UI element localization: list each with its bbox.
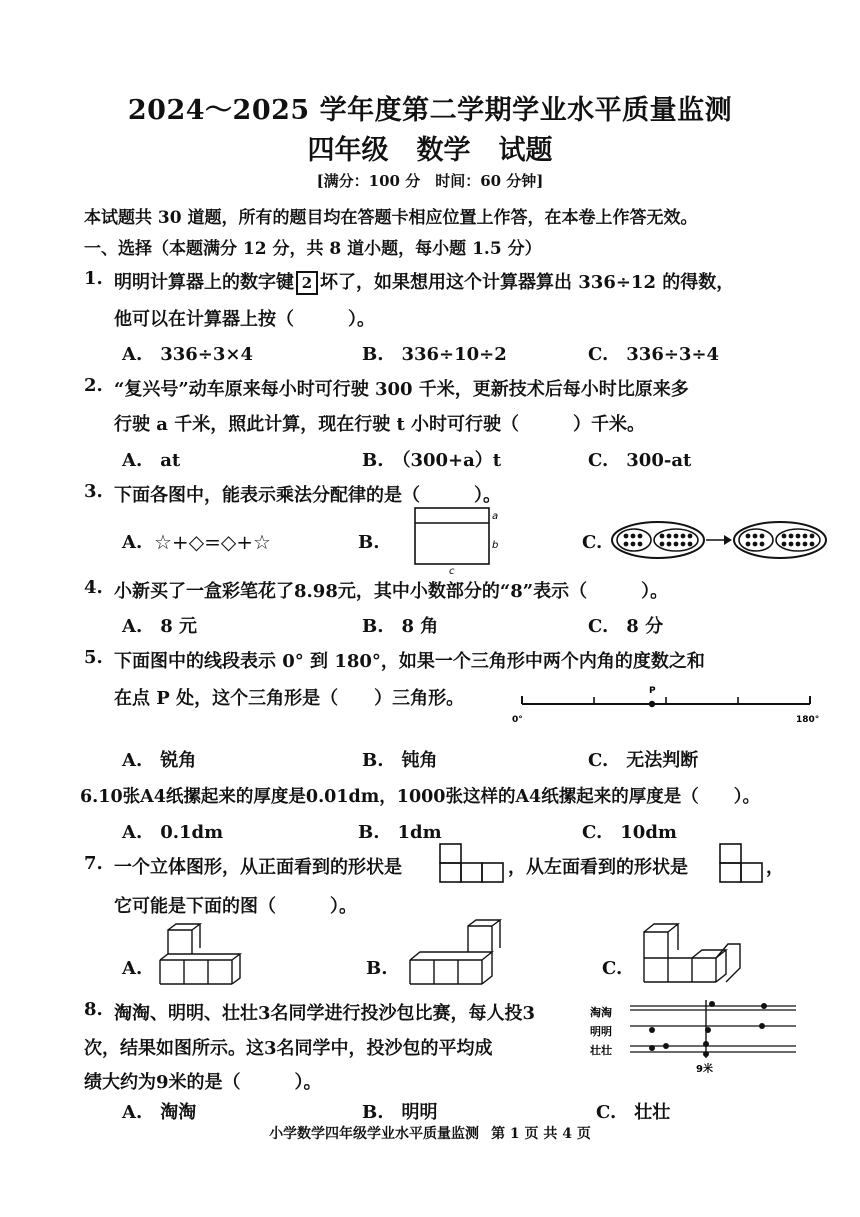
q6-option-c: C. 10dm <box>582 822 677 843</box>
point-p <box>649 701 655 707</box>
q5-line2: 在点 P 处，这个三角形是（ ）三角形。 <box>114 688 465 709</box>
arrow-head-icon <box>724 535 732 545</box>
exam-instructions: 本试题共 30 道题，所有的题目均在答题卡相应位置上作答，在本卷上作答无效。 <box>84 208 698 228</box>
scale-start-label: 0° <box>512 715 523 725</box>
q6-option-a: A. 0.1dm <box>122 822 224 843</box>
label-b: b <box>492 540 499 551</box>
q4-line1: 小新买了一盒彩笔花了8.98元，其中小数部分的“8”表示（ ）。 <box>114 581 669 602</box>
q8-line2: 次，结果如图所示。这3名同学中，投沙包的平均成 <box>84 1038 493 1059</box>
q6-text: 10张A4纸摞起来的厚度是0.01dm，1000张这样的A4纸摞起来的厚度是（ ）。 <box>98 787 760 807</box>
nine-meter-label: 9米 <box>696 1064 713 1075</box>
cube-figure-a <box>156 922 248 988</box>
cube-figure-b <box>406 918 502 988</box>
page-footer <box>0 1123 860 1143</box>
q3-number: 3. <box>84 481 103 502</box>
q7-option-c: C. <box>602 958 623 979</box>
chart-name-mingming: 明明 <box>590 1025 612 1038</box>
chart-name-zhuangzhuang: 壮壮 <box>590 1044 612 1057</box>
left-outer-oval <box>612 522 704 558</box>
footer-text: 小学数学四年级学业水平质量监测 <box>269 1126 480 1142</box>
q2-option-c: C. 300-at <box>588 450 692 471</box>
q3-option-b: B. <box>358 532 380 553</box>
grade-label: 四年级 <box>307 135 389 166</box>
q4-number: 4. <box>84 577 103 598</box>
q5-line1: 下面图中的线段表示 0° 到 180°，如果一个三角形中两个内角的度数之和 <box>114 651 705 672</box>
q6-number: 6. <box>80 787 99 807</box>
q1-option-a: A. 336÷3×4 <box>122 344 254 365</box>
left-inner-oval-2 <box>654 529 698 551</box>
commutative-formula: ☆+◇=◇+☆ <box>154 530 271 554</box>
label-a: a <box>492 511 499 522</box>
chart-name-taotao: 淘淘 <box>590 1006 612 1019</box>
q5-option-c: C. 无法判断 <box>588 750 699 771</box>
q7-number: 7. <box>84 853 103 874</box>
q3-line1: 下面各图中，能表示乘法分配律的是（ ）。 <box>114 485 501 506</box>
q2-line1: “复兴号”动车原来每小时可行驶 300 千米，更新技术后每小时比原来多 <box>114 379 689 400</box>
q2-option-a: A. at <box>122 450 181 471</box>
q6-line1 <box>80 783 760 808</box>
q7-line2: 它可能是下面的图（ ）。 <box>114 896 357 917</box>
right-inner-oval-1 <box>739 529 773 551</box>
q8-line1: 淘淘、明明、壮壮3名同学进行投沙包比赛，每人投3 <box>114 1003 536 1024</box>
outer-rectangle <box>415 508 489 564</box>
q1-option-b: B. 336÷10÷2 <box>362 344 507 365</box>
q4-option-a: A. 8 元 <box>122 616 198 637</box>
q8-number: 8. <box>84 999 103 1020</box>
q1-text-a: 明明计算器上的数字键 <box>114 272 294 293</box>
left-dots <box>624 534 693 547</box>
page-number: 第 1 页 共 4 页 <box>491 1126 591 1142</box>
exam-subtitle <box>0 128 860 167</box>
q7-text-c: ， <box>766 857 784 878</box>
q1-line2: 他可以在计算器上按（ ）。 <box>114 309 375 330</box>
q7-text-b: ，从左面看到的形状是 <box>508 857 688 878</box>
throw-chart <box>586 996 802 1080</box>
q1-text-b: 坏了，如果想用这个计算器算出 336÷12 的得数， <box>320 272 735 293</box>
q6-option-b: B. 1dm <box>358 822 442 843</box>
left-view-icon <box>718 842 766 884</box>
angle-scale-diagram <box>504 680 830 726</box>
left-inner-oval-1 <box>617 529 651 551</box>
right-inner-oval-2 <box>776 529 820 551</box>
q7-option-a: A. <box>122 958 143 979</box>
q8-option-a: A. 淘淘 <box>122 1102 197 1123</box>
subject-label: 数学 <box>416 135 471 166</box>
q7-option-b: B. <box>366 958 388 979</box>
front-view-icon <box>438 842 506 884</box>
scale-end-label: 180° <box>796 715 820 725</box>
rectangle-area-diagram <box>405 502 501 574</box>
q8-line3: 绩大约为9米的是（ ）。 <box>84 1072 322 1093</box>
right-dots <box>746 534 815 547</box>
q5-number: 5. <box>84 647 103 668</box>
exam-title: 2024～2025 学年度第二学期学业水平质量监测 <box>127 95 733 126</box>
q1-line1 <box>114 268 734 295</box>
q4-option-c: C. 8 分 <box>588 616 664 637</box>
calculator-key-icon: 2 <box>296 271 318 295</box>
q3-option-c: C. <box>582 532 603 553</box>
dot-groups-diagram <box>606 516 830 564</box>
q3-option-a: A. <box>122 532 143 553</box>
q5-option-a: A. 锐角 <box>122 750 197 771</box>
q2-number: 2. <box>84 375 103 396</box>
q2-option-b: B. （300+a）t <box>362 450 502 471</box>
cube-figure-c <box>640 918 744 986</box>
exam-info: [满分：100 分 时间：60 分钟] <box>316 172 544 190</box>
q1-option-c: C. 336÷3÷4 <box>588 344 720 365</box>
q1-number: 1. <box>84 268 103 289</box>
q4-option-b: B. 8 角 <box>362 616 439 637</box>
q8-option-c: C. 壮壮 <box>596 1102 671 1123</box>
right-outer-oval <box>734 522 826 558</box>
paper-kind-label: 试题 <box>498 135 553 166</box>
section-heading: 一、选择（本题满分 12 分，共 8 道小题，每小题 1.5 分） <box>84 239 542 259</box>
q5-option-b: B. 钝角 <box>362 750 438 771</box>
label-c: c <box>449 566 455 574</box>
q8-option-b: B. 明明 <box>362 1102 438 1123</box>
point-p-label: P <box>649 686 656 696</box>
q2-line2: 行驶 a 千米，照此计算，现在行驶 t 小时可行驶（ ）千米。 <box>114 414 646 435</box>
q7-text-a: 一个立体图形，从正面看到的形状是 <box>114 857 402 878</box>
